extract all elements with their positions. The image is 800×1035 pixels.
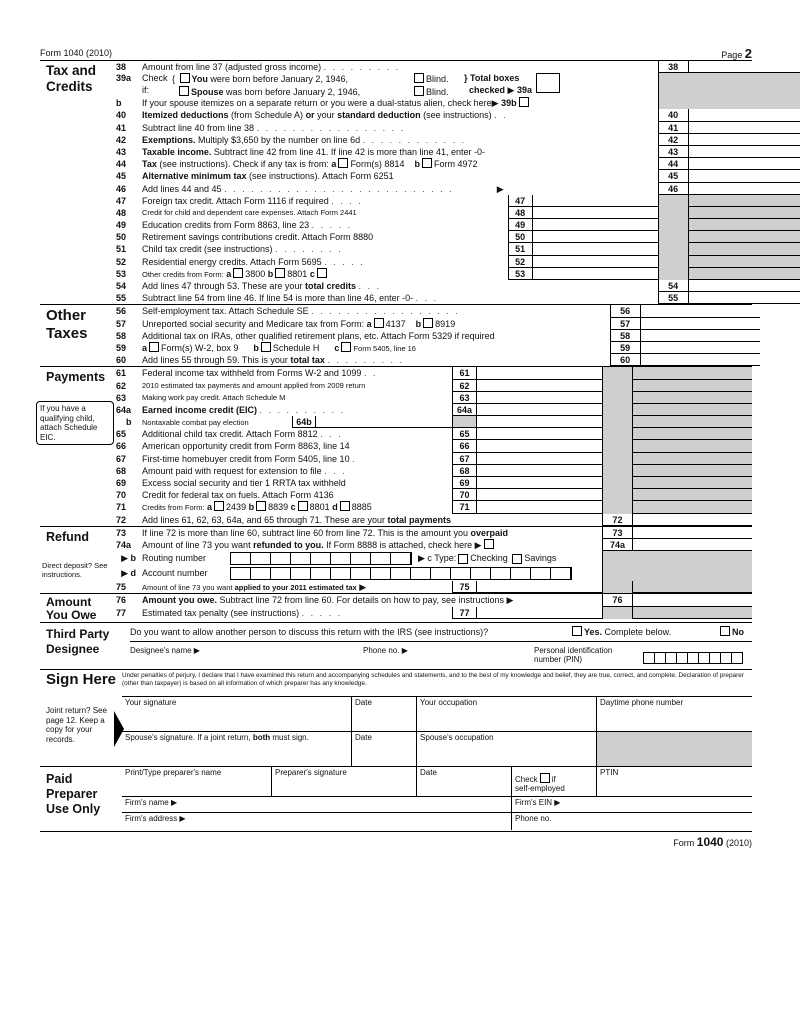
line-58: 58 Additional tax on IRAs, other qualified retirement plans, etc. Attach Form 5329 if required 58 [112, 330, 760, 342]
line-73: 73 If line 72 is more than line 60, subtract line 60 from line 72. This is the amount you overpaid 73 [112, 527, 752, 539]
firm-ein-field[interactable]: Firm's EIN ▶ [512, 797, 752, 813]
line-51-amount[interactable] [532, 243, 658, 255]
line-43: 43 Taxable income. Subtract line 42 from line 41. If line 42 is more than line 41, enter -0- 43 [112, 146, 800, 158]
line-69: 69 Excess social security and tier 1 RRTA tax withheld 69 [112, 477, 752, 489]
form-8888-checkbox[interactable] [484, 539, 494, 549]
line-56: 56 Self-employment tax. Attach Schedule SE . . . . . . . . . . . . . . . . . 56 [112, 305, 760, 317]
line-75: 75 Amount of line 73 you want applied to your 2011 estimated tax ▶ 75 [112, 581, 752, 593]
designee-phone-label[interactable]: Phone no. ▶ [363, 646, 408, 656]
firm-grid [122, 797, 752, 830]
line-61: 61 Federal income tax withheld from Forms W-2 and 1099 . . 61 [112, 367, 752, 379]
line-40-amount[interactable] [688, 109, 800, 121]
line-39a: 39a Check if: { You were born before January 2, 1946, Spouse was born before January 2, 1946, Blind. Blind. } Total boxes checked ▶ 39a [112, 73, 800, 97]
line-71: 71 Credits from Form: a 2439 b 8839 c 8801 d 8885 71 [112, 501, 752, 513]
line-71-amount[interactable] [476, 501, 602, 513]
line-46: 46 Add lines 44 and 45 . . . . . . . . . . . . . . . . . . . . . . . . . . ▶ 46 [112, 183, 800, 195]
line-74a: 74a Amount of line 73 you want refunded to you. If Form 8888 is attached, check here ▶ 74a [112, 539, 752, 551]
preparer-phone-field[interactable]: Phone no. [515, 814, 552, 824]
designee-name-label[interactable]: Designee's name ▶ [130, 646, 200, 656]
section-other-taxes [40, 305, 752, 367]
line-38: 38 Amount from line 37 (adjusted gross income) . . . . . . . . . 38 [112, 61, 800, 73]
section-tax-and-credits [40, 61, 752, 305]
self-employed-checkbox[interactable] [540, 773, 550, 783]
form-8814-checkbox[interactable] [338, 158, 348, 168]
designee-question: Do you want to allow another person to discuss this return with the IRS (see instructions)? Yes. Complete below. No [130, 623, 752, 642]
line-49-amount[interactable] [532, 219, 658, 231]
line-50-amount[interactable] [532, 231, 658, 243]
form-8839-checkbox[interactable] [256, 501, 266, 511]
line-65-amount[interactable] [476, 428, 602, 440]
schedule-h-checkbox[interactable] [261, 342, 271, 352]
line-39b: b If your spouse itemizes on a separate return or you were a dual-status alien, check here▶ 39b [112, 97, 800, 109]
line-76-amount[interactable] [632, 594, 752, 606]
line-42: 42 Exemptions. Multiply $3,650 by the number on line 6d . . . . . . . . . . . . 42 [112, 134, 800, 146]
line-41: 41 Subtract line 40 from line 38 . . . . . . . . . . . . . . . . . 41 [112, 122, 800, 134]
designee-pin-label: Personal identification number (PIN) [534, 646, 613, 665]
eic-note: If you have a qualifying child, attach Schedule EIC. [36, 401, 114, 445]
line-46-amount[interactable] [688, 183, 800, 195]
line-39b-checkbox[interactable] [519, 97, 529, 107]
line-58-amount[interactable] [640, 330, 760, 342]
line-48-amount[interactable] [532, 207, 658, 219]
preparer-grid [122, 767, 752, 797]
line-70-amount[interactable] [476, 489, 602, 501]
form-4972-checkbox[interactable] [422, 158, 432, 168]
line-63-amount[interactable] [476, 392, 602, 404]
line-57: 57 Unreported social security and Medicare tax from Form: a 4137 b 8919 57 [112, 318, 760, 330]
page-number: Page 2 [721, 46, 752, 61]
line-53-amount[interactable] [532, 268, 658, 280]
line-38-amount[interactable] [688, 61, 800, 73]
line-60-amount[interactable] [640, 354, 760, 366]
section-label: Third Party Designee [46, 627, 110, 657]
line-64a-amount[interactable] [476, 404, 602, 416]
line-64b-amount[interactable] [316, 416, 452, 428]
form-4137-checkbox[interactable] [374, 318, 384, 328]
section-refund [40, 527, 752, 595]
line-62-amount[interactable] [476, 380, 602, 392]
line-68: 68 Amount paid with request for extension to file . . . 68 [112, 465, 752, 477]
line-72-amount[interactable] [632, 514, 752, 526]
section-payments [40, 367, 752, 526]
line-63: 63 Making work pay credit. Attach Schedule M 63 [112, 392, 752, 404]
spouse-blind-checkbox[interactable] [414, 86, 424, 96]
page-footer: Form 1040 (2010) [673, 835, 752, 850]
line-65: 65 Additional child tax credit. Attach Form 8812 . . . 65 [112, 428, 752, 440]
savings-checkbox[interactable] [512, 554, 522, 564]
line-56-amount[interactable] [640, 305, 760, 317]
section-label: Tax and Credits [46, 63, 97, 94]
your-signature-field[interactable]: Your signature [122, 697, 352, 732]
checking-checkbox[interactable] [458, 554, 468, 564]
line-44-amount[interactable] [688, 158, 800, 170]
line-44: 44 Tax (see instructions). Check if any tax is from: a Form(s) 8814 b Form 4972 44 [112, 158, 800, 170]
designee-no-checkbox[interactable] [720, 626, 730, 636]
your-occupation-field[interactable]: Your occupation [417, 697, 597, 732]
form-other-checkbox[interactable] [317, 268, 327, 278]
line-40: 40 Itemized deductions (from Schedule A) or your standard deduction (see instructions) . . 40 [112, 109, 800, 121]
w2-box9-checkbox[interactable] [149, 342, 159, 352]
your-date-field[interactable]: Date [352, 697, 417, 732]
line-43-amount[interactable] [688, 146, 800, 158]
line-47: 47 Foreign tax credit. Attach Form 1116 if required . . . . 47 [112, 195, 800, 207]
line-64b: b Nontaxable combat pay election 64b [112, 416, 752, 428]
form-2439-checkbox[interactable] [214, 501, 224, 511]
line-42-amount[interactable] [688, 134, 800, 146]
daytime-phone-field[interactable]: Daytime phone number [597, 697, 752, 732]
line-48: 48 Credit for child and dependent care expenses. Attach Form 2441 48 [112, 207, 800, 219]
account-number-input[interactable] [230, 567, 572, 580]
line-62: 62 2010 estimated tax payments and amount applied from 2009 return 62 [112, 380, 752, 392]
spouse-signature-field[interactable]: Spouse's signature. If a joint return, both must sign. [122, 732, 352, 767]
line-73-amount[interactable] [632, 527, 752, 539]
line-68-amount[interactable] [476, 465, 602, 477]
spouse-date-field[interactable]: Date [352, 732, 417, 767]
line-66-amount[interactable] [476, 440, 602, 452]
form-year: Form 1040 (2010) [40, 48, 113, 58]
form-8885-checkbox[interactable] [340, 501, 350, 511]
you-born-before-checkbox[interactable] [180, 73, 190, 83]
self-employed-field: Check if self-employed [512, 767, 597, 797]
designee-fields [130, 642, 752, 668]
line-57-amount[interactable] [640, 318, 760, 330]
line-45: 45 Alternative minimum tax (see instructions). Attach Form 6251 45 [112, 170, 800, 182]
form-5405-checkbox[interactable] [341, 342, 351, 352]
line-74a-amount[interactable] [632, 539, 752, 551]
line-59-amount[interactable] [640, 342, 760, 354]
designee-pin-input[interactable] [644, 652, 743, 664]
you-blind-checkbox[interactable] [414, 73, 424, 83]
page-header [40, 46, 752, 60]
line-61-amount[interactable] [476, 367, 602, 379]
line-47-amount[interactable] [532, 195, 658, 207]
preparer-date-field[interactable]: Date [417, 767, 512, 797]
form-8801-checkbox[interactable] [275, 268, 285, 278]
direct-deposit-note: Direct deposit? See instructions. [42, 560, 108, 580]
section-sign-here [40, 670, 752, 767]
line-64a: 64a Earned income credit (EIC) . . . . . . . . . . 64a [112, 404, 752, 416]
line-55: 55 Subtract line 54 from line 46. If line 54 is more than line 46, enter -0- . . . 55 [112, 292, 800, 304]
form-1040-page-2 [40, 46, 752, 849]
preparer-name-field[interactable]: Print/Type preparer's name [122, 767, 272, 797]
line-75-amount[interactable] [476, 581, 602, 593]
line-53: 53 Other credits from Form: a 3800 b 8801 c 53 [112, 268, 800, 280]
line-74d: ▶ d Account number [112, 566, 752, 581]
firm-name-field[interactable]: Firm's name ▶ [122, 797, 512, 813]
section-label: Amount You Owe [46, 595, 97, 623]
total-boxes-checked[interactable] [536, 73, 560, 93]
line-51: 51 Child tax credit (see instructions) . . . . . . . . 51 [112, 243, 800, 255]
ptin-field[interactable]: PTIN [597, 767, 752, 797]
section-label: Sign Here Joint return? See page 12. Keep a copy for your records. [46, 671, 117, 744]
line-72: 72 Add lines 61, 62, 63, 64a, and 65 through 71. These are your total payments 72 [112, 514, 752, 526]
preparer-signature-field[interactable]: Preparer's signature [272, 767, 417, 797]
form-3800-checkbox[interactable] [233, 268, 243, 278]
line-74b: ▶ b Routing number ▶ c Type: Checking Savings [112, 551, 752, 566]
line-59: 59 a Form(s) W-2, box 9 b Schedule H c Form 5405, line 16 59 [112, 342, 760, 354]
section-label: Other Taxes [46, 307, 88, 343]
line-70: 70 Credit for federal tax on fuels. Attach Form 4136 70 [112, 489, 752, 501]
line-52: 52 Residential energy credits. Attach Form 5695 . . . . . 52 [112, 256, 800, 268]
line-54-amount[interactable] [688, 280, 800, 292]
perjury-statement: Under penalties of perjury, I declare that I have examined this return and accompanying schedules and statements, and to the best of my knowledge and belief, they are true, correct, and complete. Declaration of preparer (other than taxpayer) is based on all information of which preparer has any knowledge. [122, 670, 752, 697]
line-67-amount[interactable] [476, 453, 602, 465]
section-label: Refund Direct deposit? See instructions. [40, 527, 112, 594]
line-77-amount[interactable] [476, 607, 602, 619]
form-8801-credit-checkbox[interactable] [298, 501, 308, 511]
line-77: 77 Estimated tax penalty (see instructions) . . . . . 77 [112, 607, 752, 619]
line-67: 67 First-time homebuyer credit from Form 5405, line 10 . 67 [112, 453, 752, 465]
firm-address-field[interactable]: Firm's address ▶ [122, 813, 512, 830]
line-45-amount[interactable] [688, 170, 800, 182]
line-50: 50 Retirement savings contributions credit. Attach Form 8880 50 [112, 231, 800, 243]
sign-arrow-icon [114, 711, 124, 747]
form-8919-checkbox[interactable] [423, 318, 433, 328]
spouse-born-before-checkbox[interactable] [179, 86, 189, 96]
line-55-amount[interactable] [688, 292, 800, 304]
section-label: Paid Preparer Use Only [46, 772, 101, 817]
line-49: 49 Education credits from Form 8863, line 23 . . . . . 49 [112, 219, 800, 231]
spouse-occupation-field[interactable]: Spouse's occupation [417, 732, 597, 767]
line-41-amount[interactable] [688, 122, 800, 134]
section-label: Payments If you have a qualifying child, attach Schedule EIC. [40, 367, 112, 525]
designee-yes-checkbox[interactable] [572, 626, 582, 636]
line-54: 54 Add lines 47 through 53. These are your total credits . . . 54 [112, 280, 800, 292]
section-paid-preparer [40, 767, 752, 832]
line-76: 76 Amount you owe. Subtract line 72 from line 60. For details on how to pay, see instructions ▶ 76 [112, 594, 752, 606]
line-52-amount[interactable] [532, 256, 658, 268]
routing-number-input[interactable] [230, 552, 412, 565]
line-60: 60 Add lines 55 through 59. This is your total tax . . . . . . . . . 60 [112, 354, 760, 366]
line-66: 66 American opportunity credit from Form 8863, line 14 66 [112, 440, 752, 452]
section-third-party-designee [40, 623, 752, 670]
section-amount-you-owe [40, 594, 752, 623]
joint-return-note: Joint return? See page 12. Keep a copy for your records. [46, 706, 107, 744]
signature-grid [122, 697, 752, 767]
line-69-amount[interactable] [476, 477, 602, 489]
